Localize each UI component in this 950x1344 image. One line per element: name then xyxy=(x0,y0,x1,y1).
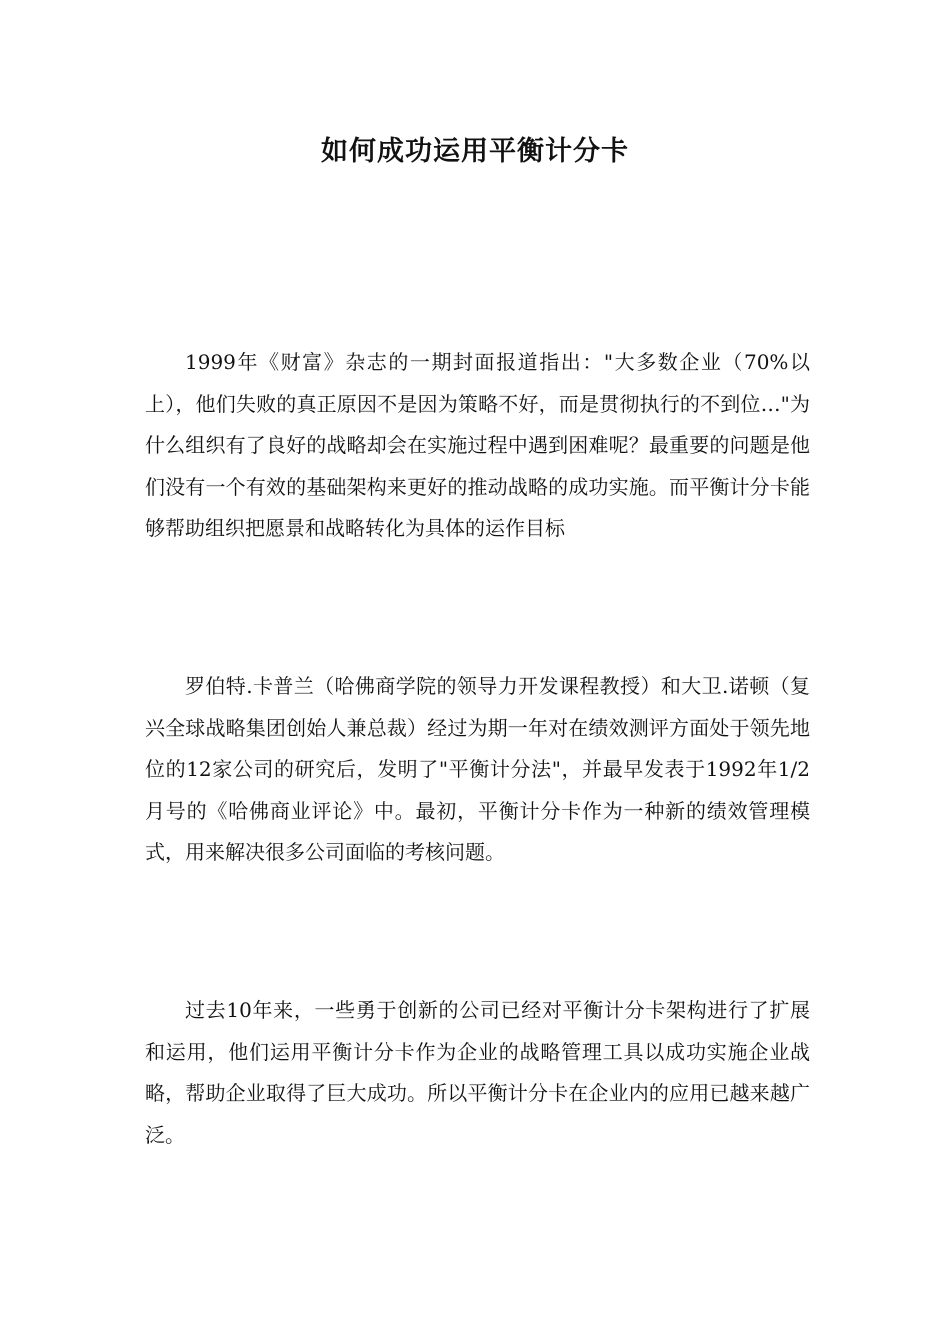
paragraph-past-decade xyxy=(145,990,810,1156)
document-title: 如何成功运用平衡计分卡 xyxy=(321,136,629,167)
paragraph-text: 1999年《财富》杂志的一期封面报道指出："大多数企业（70%以上），他们失败的真正原因不是因为策略不好，而是贯彻执行的不到位…"为什么组织有了良好的战略却会在实施过程中遇到困难呢？最重要的问题是他们没有一个有效的基础架构来更好的推动战略的成功实施。而平衡计分卡能够帮助组织把愿景和战略转化为具体的运作目标 xyxy=(145,350,810,540)
paragraph-fortune-report xyxy=(145,342,810,550)
paragraph-text: 罗伯特.卡普兰（哈佛商学院的领导力开发课程教授）和大卫.诺顿（复兴全球战略集团创始人兼总裁）经过为期一年对在绩效测评方面处于领先地位的12家公司的研究后，发明了"平衡计分法"，并最早发表于1992年1/2月号的《哈佛商业评论》中。最初，平衡计分卡作为一种新的绩效管理模式，用来解决很多公司面临的考核问题。 xyxy=(145,674,810,864)
paragraph-kaplan-norton xyxy=(145,666,810,874)
paragraph-text: 过去10年来，一些勇于创新的公司已经对平衡计分卡架构进行了扩展和运用，他们运用平衡计分卡作为企业的战略管理工具以成功实施企业战略，帮助企业取得了巨大成功。所以平衡计分卡在企业内的应用已越来越广泛。 xyxy=(145,998,810,1147)
